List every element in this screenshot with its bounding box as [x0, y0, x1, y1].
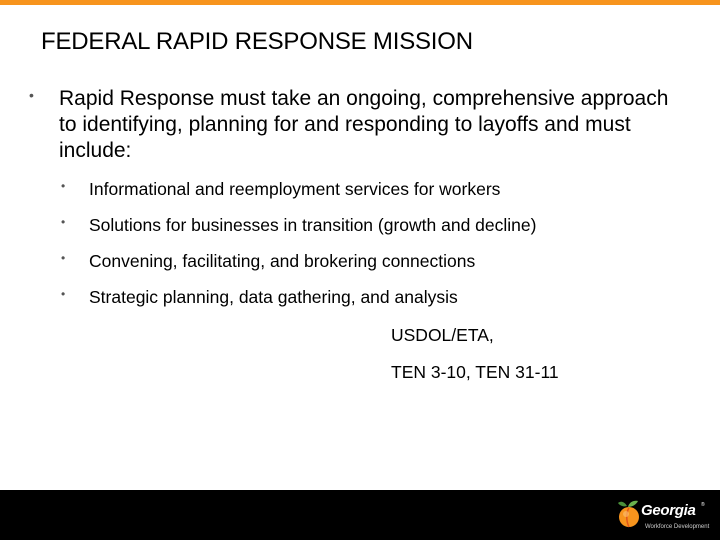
slide-title: FEDERAL RAPID RESPONSE MISSION [41, 28, 473, 55]
sub-bullet-item [61, 214, 681, 250]
logo-tagline: Workforce Development [645, 524, 710, 530]
georgia-workforce-logo [612, 493, 710, 539]
sub-bullet-item [61, 286, 681, 322]
bullet-marker: • [29, 87, 34, 103]
logo-wordmark: Georgia [641, 502, 696, 519]
sub-bullet-list [61, 178, 681, 322]
bullet-marker: • [61, 287, 66, 301]
citation-line-2: TEN 3-10, TEN 31-11 [391, 362, 559, 382]
peach-icon [616, 499, 642, 529]
citation [391, 324, 559, 383]
logo-registered-mark: ® [701, 502, 705, 508]
sub-bullet-item [61, 250, 681, 286]
citation-line-1: USDOL/ETA, [391, 325, 494, 345]
bullet-marker: • [61, 251, 66, 265]
main-bullet-text: Rapid Response must take an ongoing, comprehensive approach to identifying, planning for and responding to layoffs and must include: [59, 87, 669, 162]
top-accent-bar [0, 0, 720, 5]
bullet-marker: • [61, 215, 66, 229]
sub-bullet-text: Informational and reemployment services for workers [89, 179, 501, 199]
sub-bullet-text: Strategic planning, data gathering, and analysis [89, 287, 458, 307]
sub-bullet-text: Solutions for businesses in transition (growth and decline) [89, 215, 537, 235]
sub-bullet-text: Convening, facilitating, and brokering connections [89, 251, 476, 271]
bullet-marker: • [61, 179, 66, 193]
sub-bullet-item [61, 178, 681, 214]
